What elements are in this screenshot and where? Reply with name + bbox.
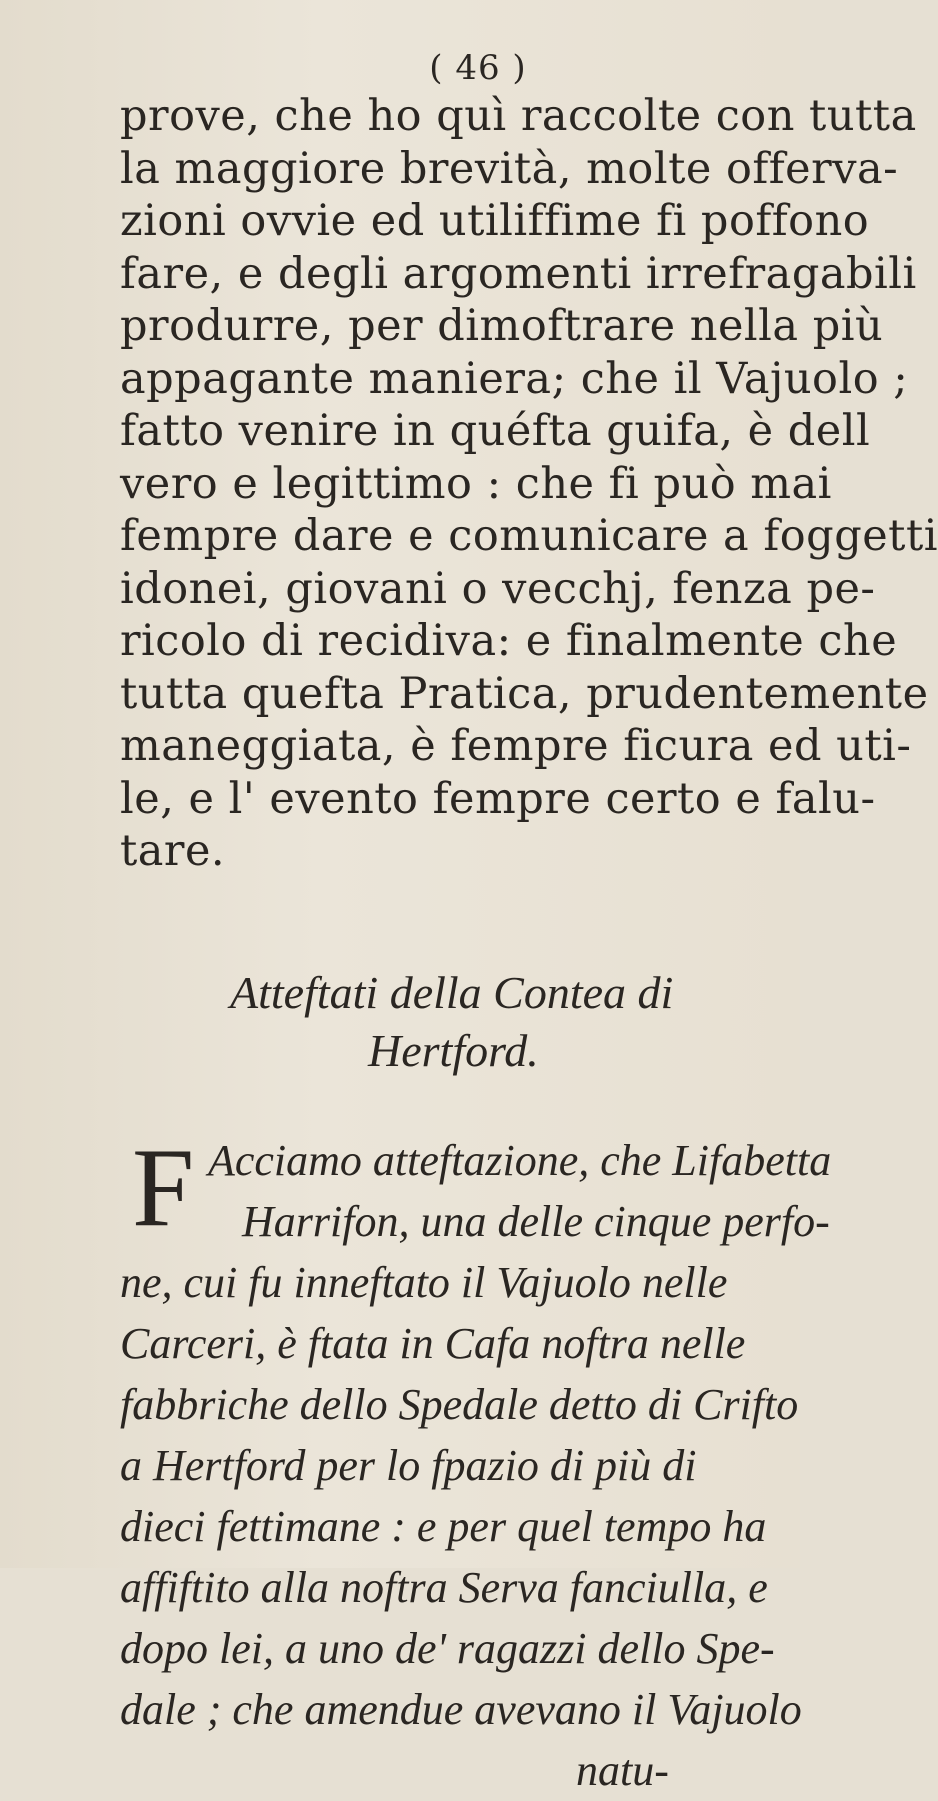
text-line: fempre dare e comunicare a foggetti [120,511,938,561]
text-line: maneggiata, è fempre ficura ed uti- [120,721,912,771]
text-line: tare. [120,826,226,876]
text-line: le, e l' evento fempre certo e falu- [120,773,876,824]
text-line: fatto venire in quéfta guifa, è dell [120,406,871,456]
text-line: dopo lei, a uno de' ragazzi dello Spe- [120,1623,775,1673]
text-line: ne, cui fu inneftato il Vajuolo nelle [120,1257,728,1307]
section-heading-continued: Hertford. [368,1024,539,1076]
text-line: idonei, giovani o vecchj, fenza pe- [120,563,876,614]
text-line: Harrifon, una delle cinque perfo- [242,1196,830,1246]
text-line: la maggiore brevità, molte offerva- [120,143,899,194]
drop-cap: F [132,1125,195,1250]
text-line: dieci fettimane : e per quel tempo ha [120,1501,767,1551]
text-line: produrre, per dimoftrare nella più [120,301,884,351]
attestation-text [120,1125,832,1801]
section-heading: Atteftati della Contea di [230,966,674,1018]
text-line: tutta quefta Pratica, prudentemente [120,668,929,719]
text-line: fabbriche dello Spedale detto di Crifto [120,1379,799,1429]
body-paragraph [120,90,938,878]
page-number: ( 46 ) [429,48,527,88]
text-line: prove, che ho quì raccolte con tutta [120,91,917,141]
text-line: ricolo di recidiva: e finalmente che [120,616,898,666]
text-line: vero e legittimo : che fi può mai [120,458,832,509]
text-line: affiftito alla noftra Serva fanciulla, e [120,1562,768,1612]
catchword: natu- [576,1745,669,1795]
text-line: zioni ovvie ed utiliffime fi poffono [120,196,870,246]
text-line: a Hertford per lo fpazio di più di [120,1440,697,1490]
text-line: Acciamo atteftazione, che Lifabetta [208,1135,832,1185]
text-line: appagante maniera; che il Vajuolo ; [120,353,909,404]
text-line: fare, e degli argomenti irrefragabili [120,248,917,299]
text-line: Carceri, è ftata in Cafa noftra nelle [120,1318,746,1368]
text-line: dale ; che amendue avevano il Vajuolo [120,1684,802,1734]
